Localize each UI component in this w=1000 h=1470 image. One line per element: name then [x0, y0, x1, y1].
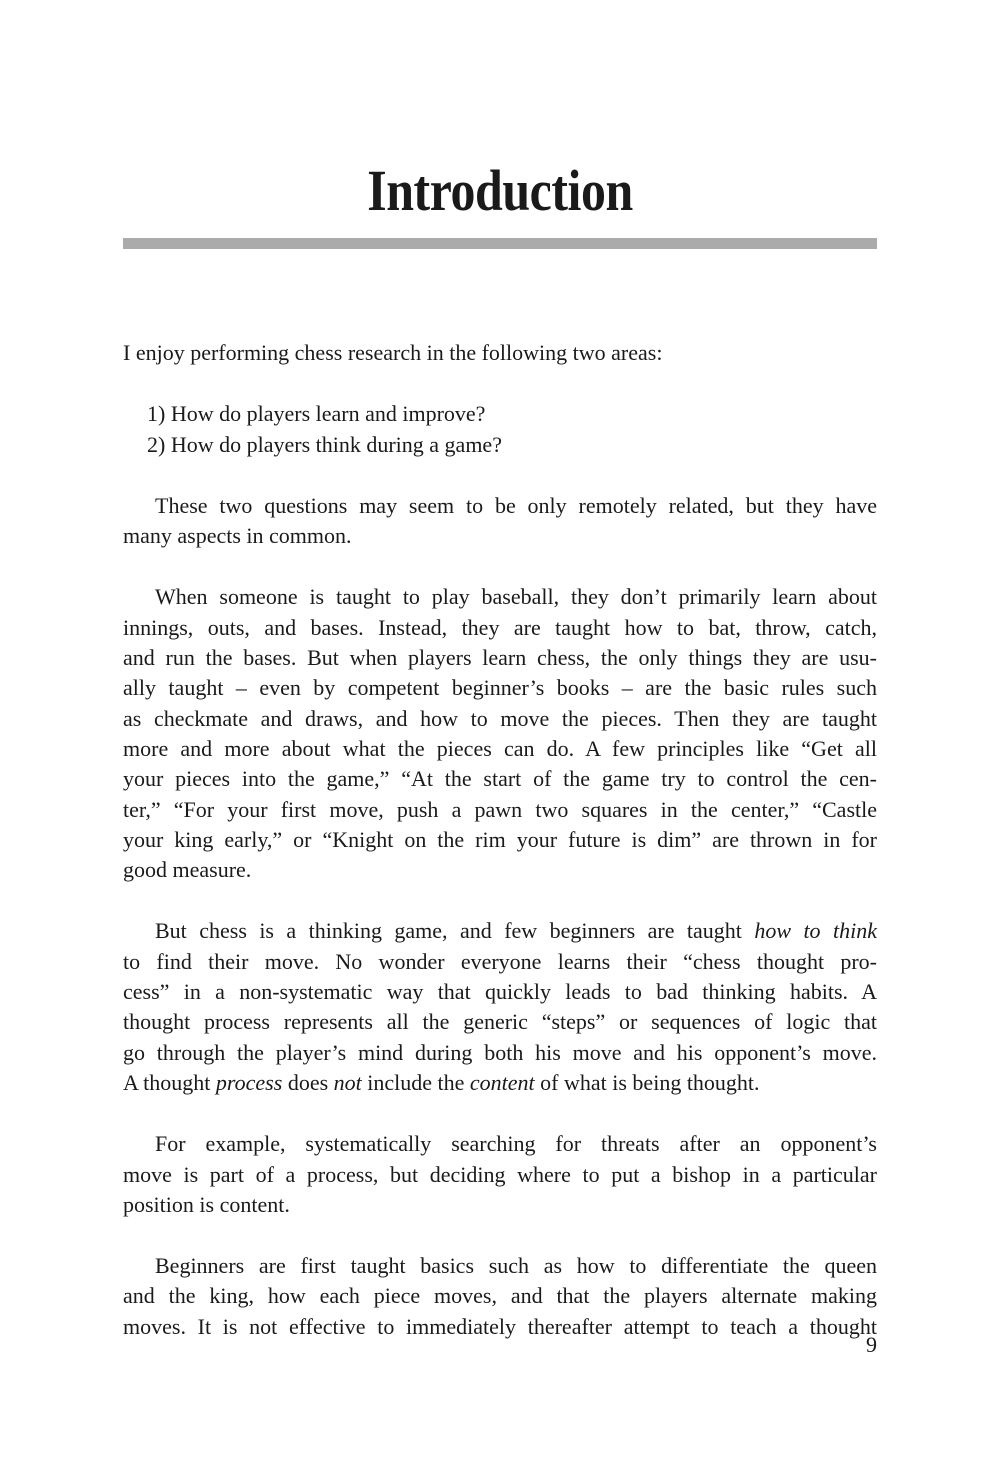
emphasis-text: process — [215, 1069, 283, 1095]
text-run: include the — [361, 1069, 470, 1095]
text-line: as checkmate and draws, and how to move the pieces. Then they are taught — [123, 705, 877, 731]
text-line: and run the bases. But when players learn chess, the only things they are usu- — [123, 645, 877, 671]
text-line: ally taught – even by competent beginner’s books – are the basic rules such — [123, 675, 877, 701]
question-list — [123, 399, 877, 460]
text-line: When someone is taught to play baseball, they don’t primarily learn about — [155, 584, 877, 610]
text-line: Beginners are first taught basics such as how to differentiate the queen — [155, 1253, 877, 1279]
paragraph-5 — [123, 1251, 877, 1342]
text-line: more and more about what the pieces can do. A few principles like “Get all — [123, 735, 877, 761]
chapter-title: Introduction — [367, 158, 633, 223]
text-line: go through the player’s mind during both his move and his opponent’s move. — [123, 1039, 877, 1065]
text-line — [123, 916, 877, 946]
text-line: good measure. — [123, 857, 252, 883]
page-number: 9 — [866, 1332, 877, 1357]
text-line: moves. It is not effective to immediately thereafter attempt to teach a thought — [123, 1313, 877, 1339]
text-line: to find their move. No wonder everyone learns their “chess thought pro- — [123, 948, 877, 974]
text-line: ter,” “For your first move, push a pawn two squares in the center,” “Castle — [123, 796, 877, 822]
text-line: cess” in a non-systematic way that quickly leads to bad thinking habits. A — [123, 979, 877, 1005]
text-line: position is content. — [123, 1191, 290, 1217]
text-line — [123, 1068, 877, 1098]
text-run: does — [282, 1069, 334, 1095]
emphasis-text: not — [333, 1069, 362, 1095]
text-line: your pieces into the game,” “At the start of the game try to control the cen- — [123, 766, 877, 792]
text-line: and the king, how each piece moves, and that the players alternate making — [123, 1283, 877, 1309]
text-line: your king early,” or “Knight on the rim your future is dim” are thrown in for — [123, 826, 877, 852]
list-item: 2) How do players think during a game? — [147, 431, 502, 457]
text-line: These two questions may seem to be only remotely related, but they have — [155, 492, 877, 518]
text-line: innings, outs, and bases. Instead, they are taught how to bat, throw, catch, — [123, 614, 877, 640]
text-run: A thought — [123, 1069, 216, 1095]
intro-line: I enjoy performing chess research in the following two areas: — [123, 340, 663, 365]
emphasis-text: content — [469, 1069, 535, 1095]
paragraph-4 — [123, 1129, 877, 1220]
paragraph-3 — [123, 916, 877, 1098]
text-line: For example, systematically searching for threats after an opponent’s — [155, 1131, 877, 1157]
text-line: many aspects in common. — [123, 523, 352, 549]
text-line: thought process represents all the generic “steps” or sequences of logic that — [123, 1009, 877, 1035]
emphasis-text: how to think — [754, 918, 877, 944]
chapter-body — [123, 338, 877, 1342]
paragraph-1 — [123, 491, 877, 552]
text-run: But chess is a thinking game, and few beginners are taught — [155, 918, 755, 944]
title-divider — [123, 238, 877, 249]
paragraph-2 — [123, 582, 877, 885]
text-line: move is part of a process, but deciding where to put a bishop in a particular — [123, 1161, 877, 1187]
text-run: of what is being thought. — [534, 1069, 760, 1095]
list-item: 1) How do players learn and improve? — [147, 401, 486, 427]
